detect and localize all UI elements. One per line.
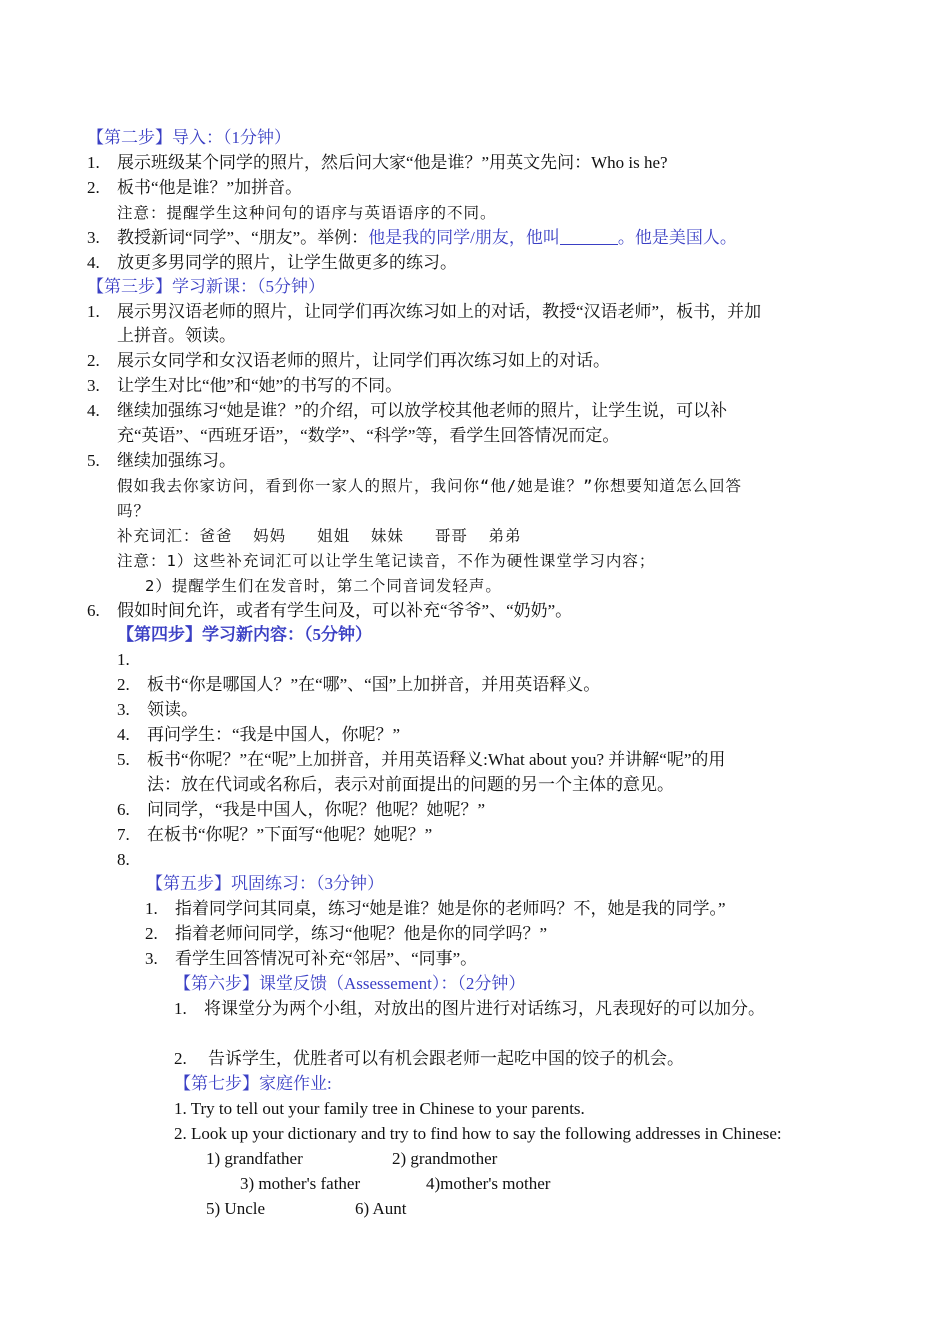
- step3-heading: 【第三步】学习新课：（5分钟）: [87, 277, 325, 296]
- step7-task-1: 1. Try to tell out your family tree in Chinese to your parents.: [174, 1099, 585, 1118]
- step4-item-3: 3. 领读。: [117, 700, 198, 719]
- step4-item-1: 1.: [117, 650, 130, 669]
- step3-note-question-cont: 吗？: [117, 502, 151, 520]
- step7-word-6: 6) Aunt: [355, 1199, 407, 1218]
- fill-in-blank: [560, 228, 618, 245]
- step3-item-5: 5. 继续加强练习。: [87, 451, 236, 470]
- step4-item-8: 8.: [117, 850, 130, 869]
- step3-item-1: 1. 展示男汉语老师的照片，让同学们再次练习如上的对话，教授“汉语老师”，板书，并加: [87, 302, 762, 321]
- step7-word-2: 2) grandmother: [392, 1149, 498, 1168]
- step3-item-4-cont: 充“英语”、“西班牙语”，“数学”、“科学”等，看学生回答情况而定。: [117, 426, 620, 445]
- step4-item-4: 4. 再问学生：“我是中国人，你呢？”: [117, 725, 401, 744]
- step3-item-2: 2. 展示女同学和女汉语老师的照片，让同学们再次练习如上的对话。: [87, 351, 610, 370]
- step5-heading: 【第五步】巩固练习：（3分钟）: [146, 874, 384, 893]
- step3-item-3: 3. 让学生对比“他”和“她”的书写的不同。: [87, 376, 403, 395]
- step6-item-2: 2. 告诉学生，优胜者可以有机会跟老师一起吃中国的饺子的机会。: [174, 1049, 684, 1068]
- step3-vocab: 补充词汇：爸爸 妈妈 姐姐 妹妹 哥哥 弟弟: [117, 527, 522, 545]
- step3-note-question: 假如我去你家访问，看到你一家人的照片，我问你“他/她是谁？”你想要知道怎么回答: [117, 477, 742, 495]
- step4-item-5: 5. 板书“你呢？”在“呢”上加拼音，并用英语释义:What about you? 并讲解“呢”的用: [117, 750, 726, 769]
- step2-item-1: 1. 展示班级某个同学的照片，然后问大家“他是谁？”用英文先问：Who is he?: [87, 153, 668, 172]
- step3-item-6: 6. 假如时间允许，或者有学生问及，可以补充“爷爷”、“奶奶”。: [87, 601, 573, 620]
- step4-heading: 【第四步】学习新内容：（5分钟）: [117, 625, 372, 644]
- step6-item-1: 1. 将课堂分为两个小组，对放出的图片进行对话练习，凡表现好的可以加分。: [174, 999, 765, 1018]
- step3-note-2: 2）提醒学生们在发音时，第二个同音词发轻声。: [145, 577, 502, 595]
- step7-heading: 【第七步】家庭作业:: [174, 1074, 332, 1093]
- step4-item-5-cont: 法：放在代词或名称后，表示对前面提出的问题的另一个主体的意见。: [147, 775, 674, 794]
- step4-item-2: 2. 板书“你是哪国人？”在“哪”、“国”上加拼音，并用英语释义。: [117, 675, 601, 694]
- step7-word-4: 4)mother's mother: [426, 1174, 551, 1193]
- step5-item-2: 2. 指着老师问同学，练习“他呢？他是你的同学吗？”: [145, 924, 548, 943]
- step3-item-1-cont: 上拼音。领读。: [117, 326, 236, 345]
- step7-task-2: 2. Look up your dictionary and try to find how to say the following addresses in Chinese:: [174, 1124, 782, 1143]
- step5-item-1: 1. 指着同学问其同桌，练习“她是谁？她是你的老师吗？不，她是我的同学。”: [145, 899, 726, 918]
- step6-heading: 【第六步】课堂反馈（Assessement）：（2分钟）: [174, 974, 526, 993]
- step4-item-6: 6. 问同学，“我是中国人，你呢？他呢？她呢？”: [117, 800, 486, 819]
- step2-heading: 【第二步】导入：（1分钟）: [87, 128, 291, 147]
- step3-note-1: 注意：1）这些补充词汇可以让学生笔记读音，不作为硬性课堂学习内容；: [117, 552, 656, 570]
- step3-item-4: 4. 继续加强练习“她是谁？”的介绍，可以放学校其他老师的照片，让学生说，可以补: [87, 401, 728, 420]
- step7-word-1: 1) grandfather: [206, 1149, 303, 1168]
- step4-item-7: 7. 在板书“你呢？”下面写“他呢？她呢？”: [117, 825, 433, 844]
- step2-item-2: 2. 板书“他是谁？”加拼音。: [87, 178, 303, 197]
- step2-item-3: 3. 教授新词“同学”、“朋友”。举例：他是我的同学/朋友，他叫 。他是美国人。: [87, 228, 737, 247]
- step7-word-3: 3) mother's father: [240, 1174, 361, 1193]
- step2-item-4: 4. 放更多男同学的照片，让学生做更多的练习。: [87, 253, 457, 272]
- step5-item-3: 3. 看学生回答情况可补充“邻居”、“同事”。: [145, 949, 478, 968]
- step7-word-5: 5) Uncle: [206, 1199, 266, 1218]
- step2-note: 注意：提醒学生这种问句的语序与英语语序的不同。: [117, 204, 497, 222]
